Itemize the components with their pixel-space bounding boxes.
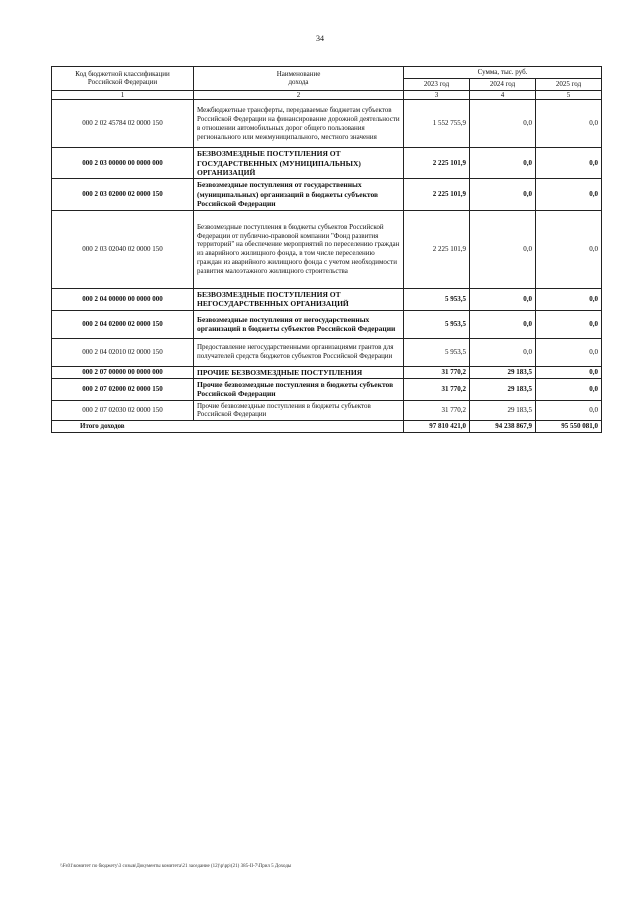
total-amount-2023-cell: 97 810 421,0: [404, 421, 470, 433]
budget-code-cell: 000 2 03 02000 02 0000 150: [52, 179, 194, 210]
amount-2023-cell: 31 770,2: [404, 378, 470, 400]
amount-2025-cell: 0,0: [536, 310, 602, 338]
amount-2025-cell: 0,0: [536, 210, 602, 288]
amount-2024-cell: 0,0: [470, 179, 536, 210]
header-row-1: [52, 67, 602, 79]
income-name-cell: Межбюджетные трансферты, передаваемые бюджетам субъектов Российской Федерации на финансирование дорожной деятельности в отношении автомобильных дорог общего пользования регионального или межмуниципального, местного значения: [194, 100, 404, 148]
table-row: [52, 100, 602, 148]
header-year-2023: 2023 год: [404, 78, 470, 90]
budget-code-cell: 000 2 04 02010 02 0000 150: [52, 338, 194, 366]
header-sum: Сумма, тыс. руб.: [404, 67, 602, 79]
amount-2024-cell: 0,0: [470, 100, 536, 148]
column-index: 3: [404, 90, 470, 100]
amount-2024-cell: 29 183,5: [470, 366, 536, 378]
amount-2023-cell: 1 552 755,9: [404, 100, 470, 148]
table-row: [52, 400, 602, 421]
total-label: Итого доходов: [52, 421, 404, 433]
table-row: [52, 366, 602, 378]
income-name-cell: Прочие безвозмездные поступления в бюджеты субъектов Российской Федерации: [194, 378, 404, 400]
page-number: 34: [316, 34, 324, 43]
header-year-2024: 2024 год: [470, 78, 536, 90]
income-table-container: [51, 66, 601, 433]
column-index: 4: [470, 90, 536, 100]
income-name-cell: Прочие безвозмездные поступления в бюджеты субъектов Российской Федерации: [194, 400, 404, 421]
budget-code-cell: 000 2 07 00000 00 0000 000: [52, 366, 194, 378]
header-code-line1: Код бюджетной классификации: [75, 69, 170, 78]
amount-2024-cell: 29 183,5: [470, 378, 536, 400]
column-index: 1: [52, 90, 194, 100]
table-row: [52, 310, 602, 338]
amount-2025-cell: 0,0: [536, 148, 602, 179]
amount-2023-cell: 2 225 101,9: [404, 179, 470, 210]
income-table: [51, 66, 602, 433]
table-row: [52, 338, 602, 366]
income-name-cell: БЕЗВОЗМЕЗДНЫЕ ПОСТУПЛЕНИЯ ОТ ГОСУДАРСТВЕННЫХ (МУНИЦИПАЛЬНЫХ) ОРГАНИЗАЦИЙ: [194, 148, 404, 179]
income-name-cell: БЕЗВОЗМЕЗДНЫЕ ПОСТУПЛЕНИЯ ОТ НЕГОСУДАРСТВЕННЫХ ОРГАНИЗАЦИЙ: [194, 288, 404, 310]
column-index-row: [52, 90, 602, 100]
budget-code-cell: 000 2 07 02030 02 0000 150: [52, 400, 194, 421]
total-amount-2024-cell: 94 238 867,9: [470, 421, 536, 433]
amount-2023-cell: 31 770,2: [404, 366, 470, 378]
header-name-line1: Наименование: [276, 69, 321, 78]
amount-2025-cell: 0,0: [536, 400, 602, 421]
total-amount-2025-cell: 95 550 081,0: [536, 421, 602, 433]
amount-2023-cell: 5 953,5: [404, 288, 470, 310]
budget-code-cell: 000 2 07 02000 02 0000 150: [52, 378, 194, 400]
table-row: [52, 378, 602, 400]
amount-2025-cell: 0,0: [536, 179, 602, 210]
amount-2023-cell: 2 225 101,9: [404, 210, 470, 288]
amount-2025-cell: 0,0: [536, 100, 602, 148]
amount-2024-cell: 0,0: [470, 210, 536, 288]
header-code: [52, 67, 194, 91]
header-name: [194, 67, 404, 91]
header-code-line2: Российской Федерации: [87, 78, 158, 87]
amount-2025-cell: 0,0: [536, 288, 602, 310]
income-name-cell: Предоставление негосударственными организациями грантов для получателей средств бюджетов субъектов Российской Федерации: [194, 338, 404, 366]
income-name-cell: Безвозмездные поступления в бюджеты субъектов Российской Федерации от публично-правовой компании "Фонд развития территорий" на обеспечение мероприятий по переселению граждан из аварийного жилищного фонда, в том числе переселению граждан из аварийного жилищного фонда с учетом необходимости развития малоэтажного жилищного строительства: [194, 210, 404, 288]
budget-code-cell: 000 2 03 02040 02 0000 150: [52, 210, 194, 288]
amount-2025-cell: 0,0: [536, 338, 602, 366]
income-name-cell: ПРОЧИЕ БЕЗВОЗМЕЗДНЫЕ ПОСТУПЛЕНИЯ: [194, 366, 404, 378]
amount-2024-cell: 0,0: [470, 310, 536, 338]
table-row: [52, 179, 602, 210]
amount-2024-cell: 0,0: [470, 148, 536, 179]
file-path-footer: \\Fs01\комитет по бюджету\3 созыв\Документы комитета\21 заседание (12)\p\pp\(21) 385-II-7\Прил 5 Доходы: [60, 864, 292, 869]
amount-2023-cell: 2 225 101,9: [404, 148, 470, 179]
amount-2024-cell: 0,0: [470, 338, 536, 366]
header-name-line2: дохода: [288, 78, 309, 87]
column-index: 2: [194, 90, 404, 100]
amount-2023-cell: 31 770,2: [404, 400, 470, 421]
budget-code-cell: 000 2 02 45784 02 0000 150: [52, 100, 194, 148]
table-row: [52, 288, 602, 310]
budget-code-cell: 000 2 04 00000 00 0000 000: [52, 288, 194, 310]
income-name-cell: Безвозмездные поступления от государственных (муниципальных) организаций в бюджеты субъектов Российской Федерации: [194, 179, 404, 210]
amount-2023-cell: 5 953,5: [404, 338, 470, 366]
income-name-cell: Безвозмездные поступления от негосударственных организаций в бюджеты субъектов Российской Федерации: [194, 310, 404, 338]
header-year-2025: 2025 год: [536, 78, 602, 90]
amount-2024-cell: 0,0: [470, 288, 536, 310]
budget-code-cell: 000 2 04 02000 02 0000 150: [52, 310, 194, 338]
table-row: [52, 210, 602, 288]
table-row: [52, 148, 602, 179]
amount-2024-cell: 29 183,5: [470, 400, 536, 421]
budget-code-cell: 000 2 03 00000 00 0000 000: [52, 148, 194, 179]
amount-2025-cell: 0,0: [536, 378, 602, 400]
amount-2025-cell: 0,0: [536, 366, 602, 378]
total-row: [52, 421, 602, 433]
amount-2023-cell: 5 953,5: [404, 310, 470, 338]
column-index: 5: [536, 90, 602, 100]
